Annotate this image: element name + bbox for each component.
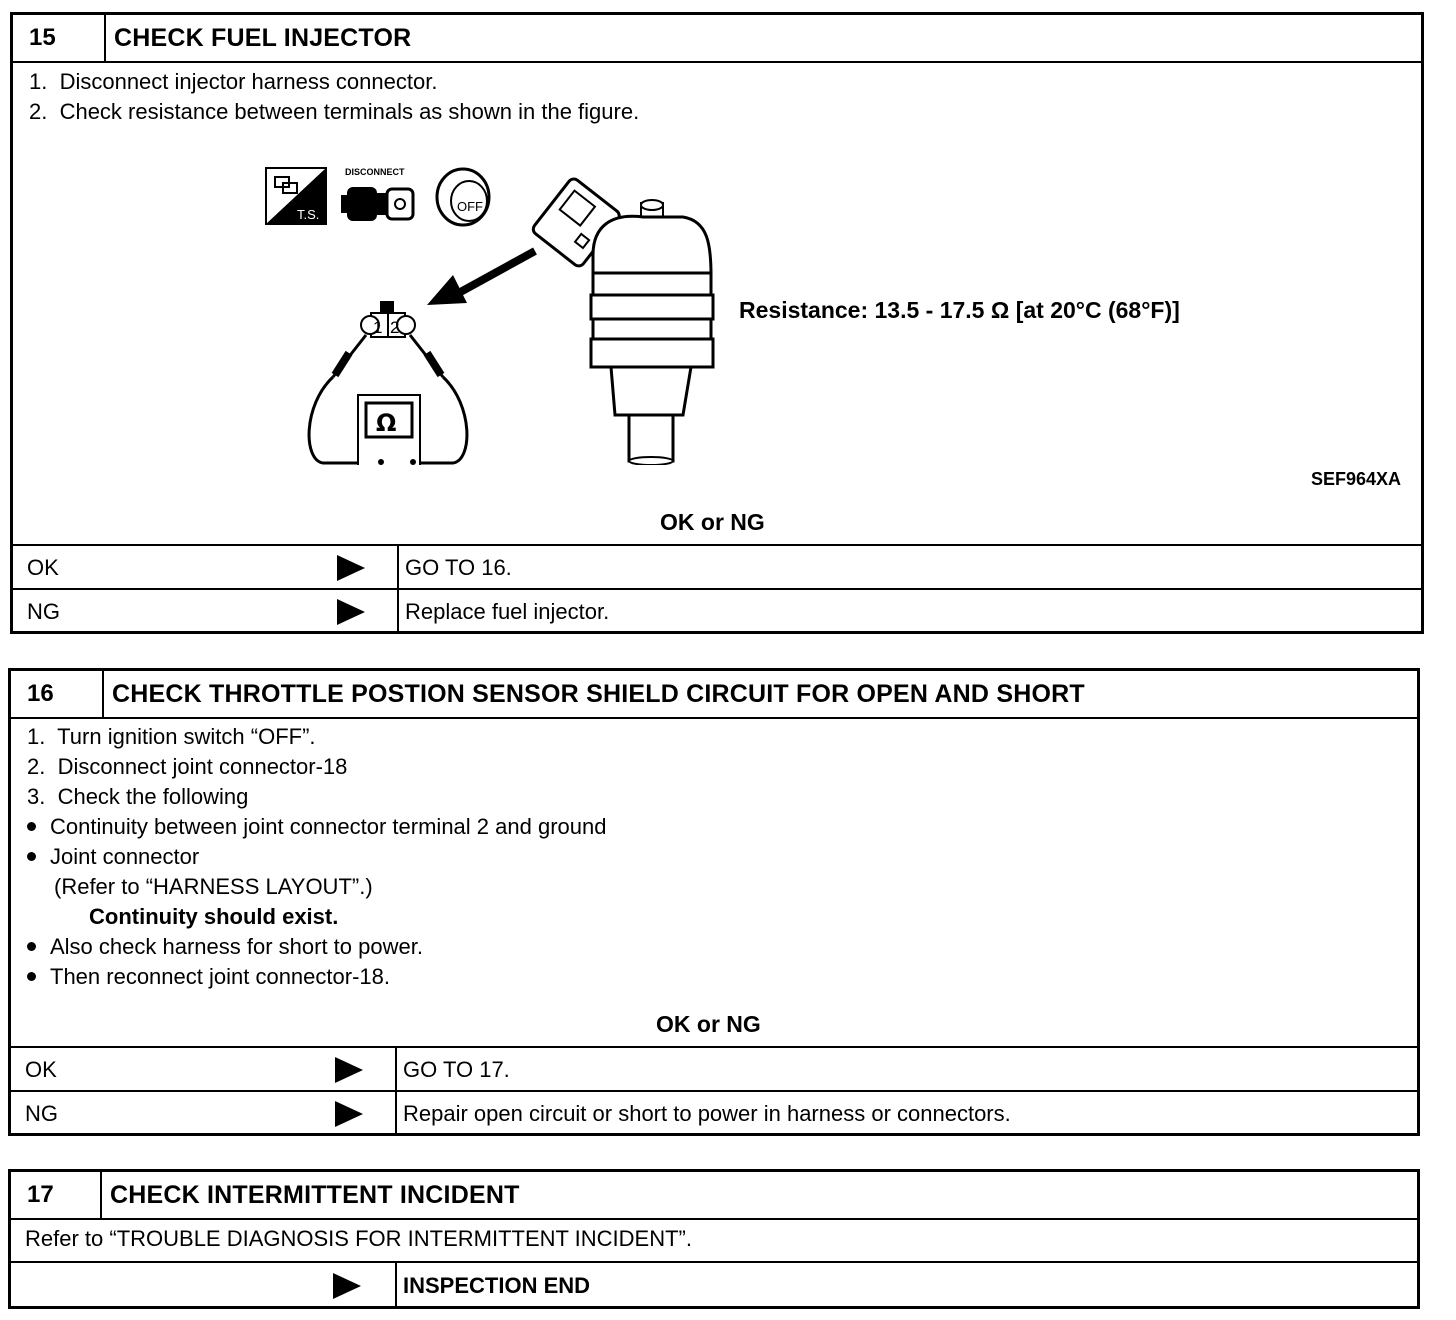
continuity-note: Continuity should exist. xyxy=(89,904,339,929)
instruction-line: 1. Disconnect injector harness connector. xyxy=(29,69,438,94)
result-label: NG xyxy=(25,1100,58,1126)
key-off-icon xyxy=(437,169,489,225)
step-title: CHECK THROTTLE POSTION SENSOR SHIELD CIRCUIT FOR OPEN AND SHORT xyxy=(112,679,1085,708)
step-title: CHECK FUEL INJECTOR xyxy=(114,23,412,52)
svg-text:1: 1 xyxy=(373,318,383,337)
step-15-instructions xyxy=(29,67,639,127)
result-row-ok xyxy=(13,544,1421,590)
result-row-end xyxy=(11,1261,1417,1308)
arrow-right-icon xyxy=(333,1263,361,1308)
disconnect-icon xyxy=(341,167,413,221)
arrow-right-icon xyxy=(337,590,365,633)
step-number: 17 xyxy=(11,1172,102,1218)
step-16-header xyxy=(11,671,1417,719)
step-number: 16 xyxy=(11,671,104,717)
bullet-item: Also check harness for short to power. xyxy=(27,932,606,962)
svg-text:T.S.: T.S. xyxy=(297,207,320,222)
instruction-line: 1. Turn ignition switch “OFF”. xyxy=(27,724,316,749)
result-row-ok xyxy=(11,1046,1417,1092)
svg-text:Ω: Ω xyxy=(376,409,397,437)
result-label: OK xyxy=(25,1057,57,1082)
result-action: GO TO 17. xyxy=(395,1048,1417,1092)
step-15-header xyxy=(13,15,1421,63)
result-label: OK xyxy=(27,555,59,580)
result-action: GO TO 16. xyxy=(397,546,1421,590)
bullet-subline: (Refer to “HARNESS LAYOUT”.) xyxy=(54,874,373,899)
result-label: NG xyxy=(27,598,60,624)
figure-code: SEF964XA xyxy=(1311,469,1402,489)
injector-resistance-figure xyxy=(263,165,733,465)
step-number: 15 xyxy=(13,15,106,61)
arrow-right-icon xyxy=(335,1048,363,1092)
svg-text:OFF: OFF xyxy=(457,199,483,214)
bullet-item: Then reconnect joint connector-18. xyxy=(27,962,606,992)
connector-terminals xyxy=(361,301,415,337)
bullet-item: Joint connector xyxy=(27,842,606,872)
instruction-line: Refer to “TROUBLE DIAGNOSIS FOR INTERMITTENT INCIDENT”. xyxy=(25,1226,692,1251)
result-action: Repair open circuit or short to power in harness or connectors. xyxy=(395,1092,1417,1135)
arrow-right-icon xyxy=(337,546,365,590)
result-action: Replace fuel injector. xyxy=(397,590,1421,633)
direction-arrow xyxy=(427,251,535,305)
svg-text:2: 2 xyxy=(390,318,400,337)
result-row-ng xyxy=(11,1090,1417,1135)
resistance-spec: Resistance: 13.5 - 17.5 Ω [at 20°C (68°F)] xyxy=(739,297,1180,323)
step-16-block xyxy=(8,668,1420,1136)
step-17-block xyxy=(8,1169,1420,1309)
ok-or-ng-label: OK or NG xyxy=(660,509,765,535)
bullet-item: Continuity between joint connector terminal 2 and ground xyxy=(27,812,606,842)
result-row-ng xyxy=(13,588,1421,633)
step-17-header xyxy=(11,1172,1417,1220)
instruction-line: 2. Check resistance between terminals as shown in the figure. xyxy=(29,99,640,124)
instruction-line: 3. Check the following xyxy=(27,784,249,809)
step-17-instructions xyxy=(25,1224,692,1254)
instruction-line: 2. Disconnect joint connector-18 xyxy=(27,754,348,779)
step-15-block xyxy=(10,12,1424,634)
result-action: INSPECTION END xyxy=(395,1263,1417,1308)
ohmmeter xyxy=(358,395,420,465)
ts-icon xyxy=(266,168,326,224)
arrow-right-icon xyxy=(335,1092,363,1135)
svg-text:DISCONNECT: DISCONNECT xyxy=(345,167,405,177)
ok-or-ng-label: OK or NG xyxy=(656,1011,761,1037)
step-title: CHECK INTERMITTENT INCIDENT xyxy=(110,1180,520,1209)
step-16-instructions xyxy=(27,722,606,992)
fuel-injector xyxy=(531,177,713,465)
